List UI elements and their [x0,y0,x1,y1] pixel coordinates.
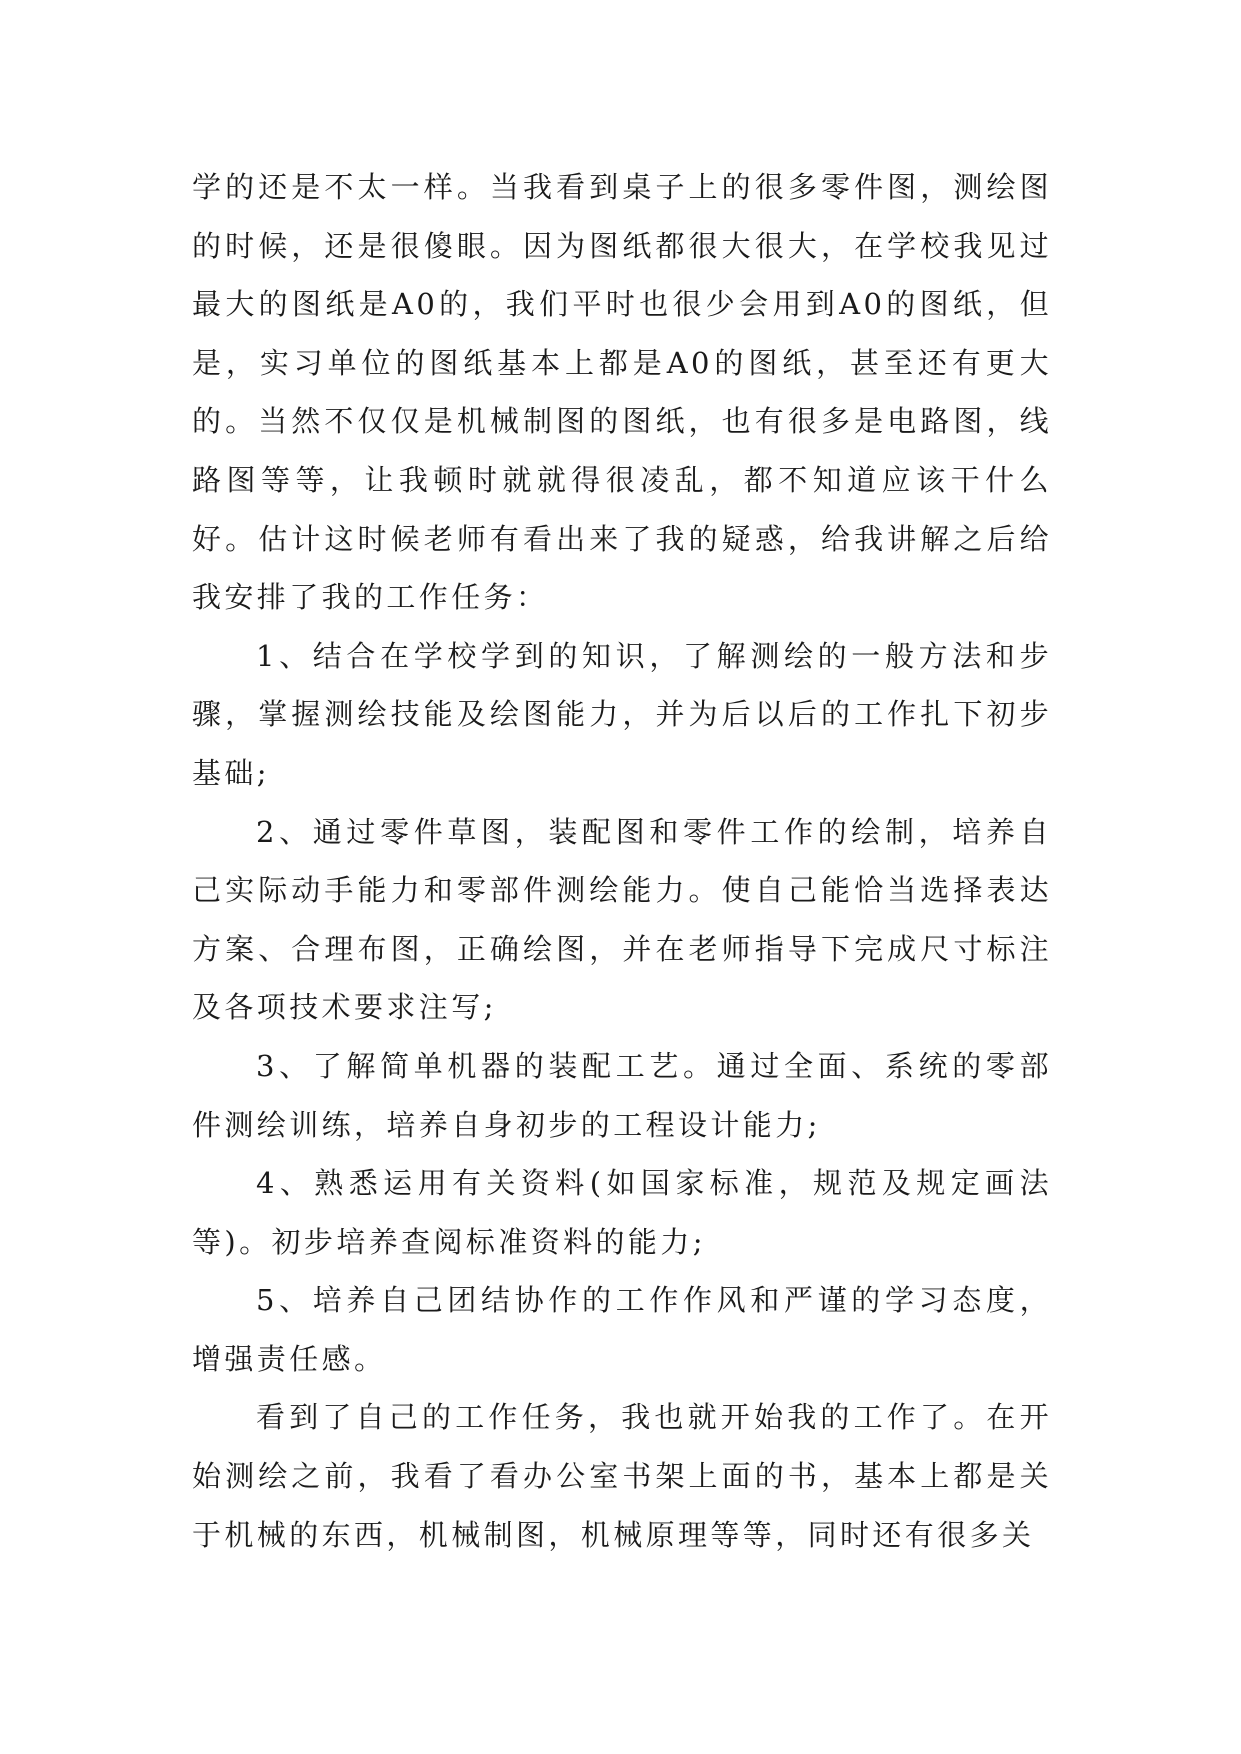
paragraph-2: 1、结合在学校学到的知识，了解测绘的一般方法和步骤，掌握测绘技能及绘图能力，并为后以后的工作扎下初步基础; [192,638,1052,790]
body-text [192,158,1052,1564]
paragraph-1: 学的还是不太一样。当我看到桌子上的很多零件图，测绘图的时候，还是很傻眼。因为图纸都很大很大，在学校我见过最大的图纸是A0的，我们平时也很少会用到A0的图纸，但是，实习单位的图纸基本上都是A0的图纸，甚至还有更大的。当然不仅仅是机械制图的图纸，也有很多是电路图，线路图等等，让我顿时就就得很凌乱，都不知道应该干什么好。估计这时候老师有看出来了我的疑惑，给我讲解之后给我安排了我的工作任务： [192,170,1052,615]
paragraph-3: 2、通过零件草图，装配图和零件工作的绘制，培养自己实际动手能力和零部件测绘能力。使自己能恰当选择表达方案、合理布图，正确绘图，并在老师指导下完成尺寸标注及各项技术要求注写; [192,814,1052,1025]
paragraph-5: 4、熟悉运用有关资料(如国家标准，规范及规定画法等)。初步培养查阅标准资料的能力; [192,1166,1052,1259]
paragraph-6: 5、培养自己团结协作的工作作风和严谨的学习态度，增强责任感。 [192,1283,1052,1376]
paragraph-7: 看到了自己的工作任务，我也就开始我的工作了。在开始测绘之前，我看了看办公室书架上面的书，基本上都是关于机械的东西，机械制图，机械原理等等，同时还有很多关 [192,1400,1052,1552]
paragraph-4: 3、了解简单机器的装配工艺。通过全面、系统的零部件测绘训练，培养自身初步的工程设计能力; [192,1048,1052,1142]
